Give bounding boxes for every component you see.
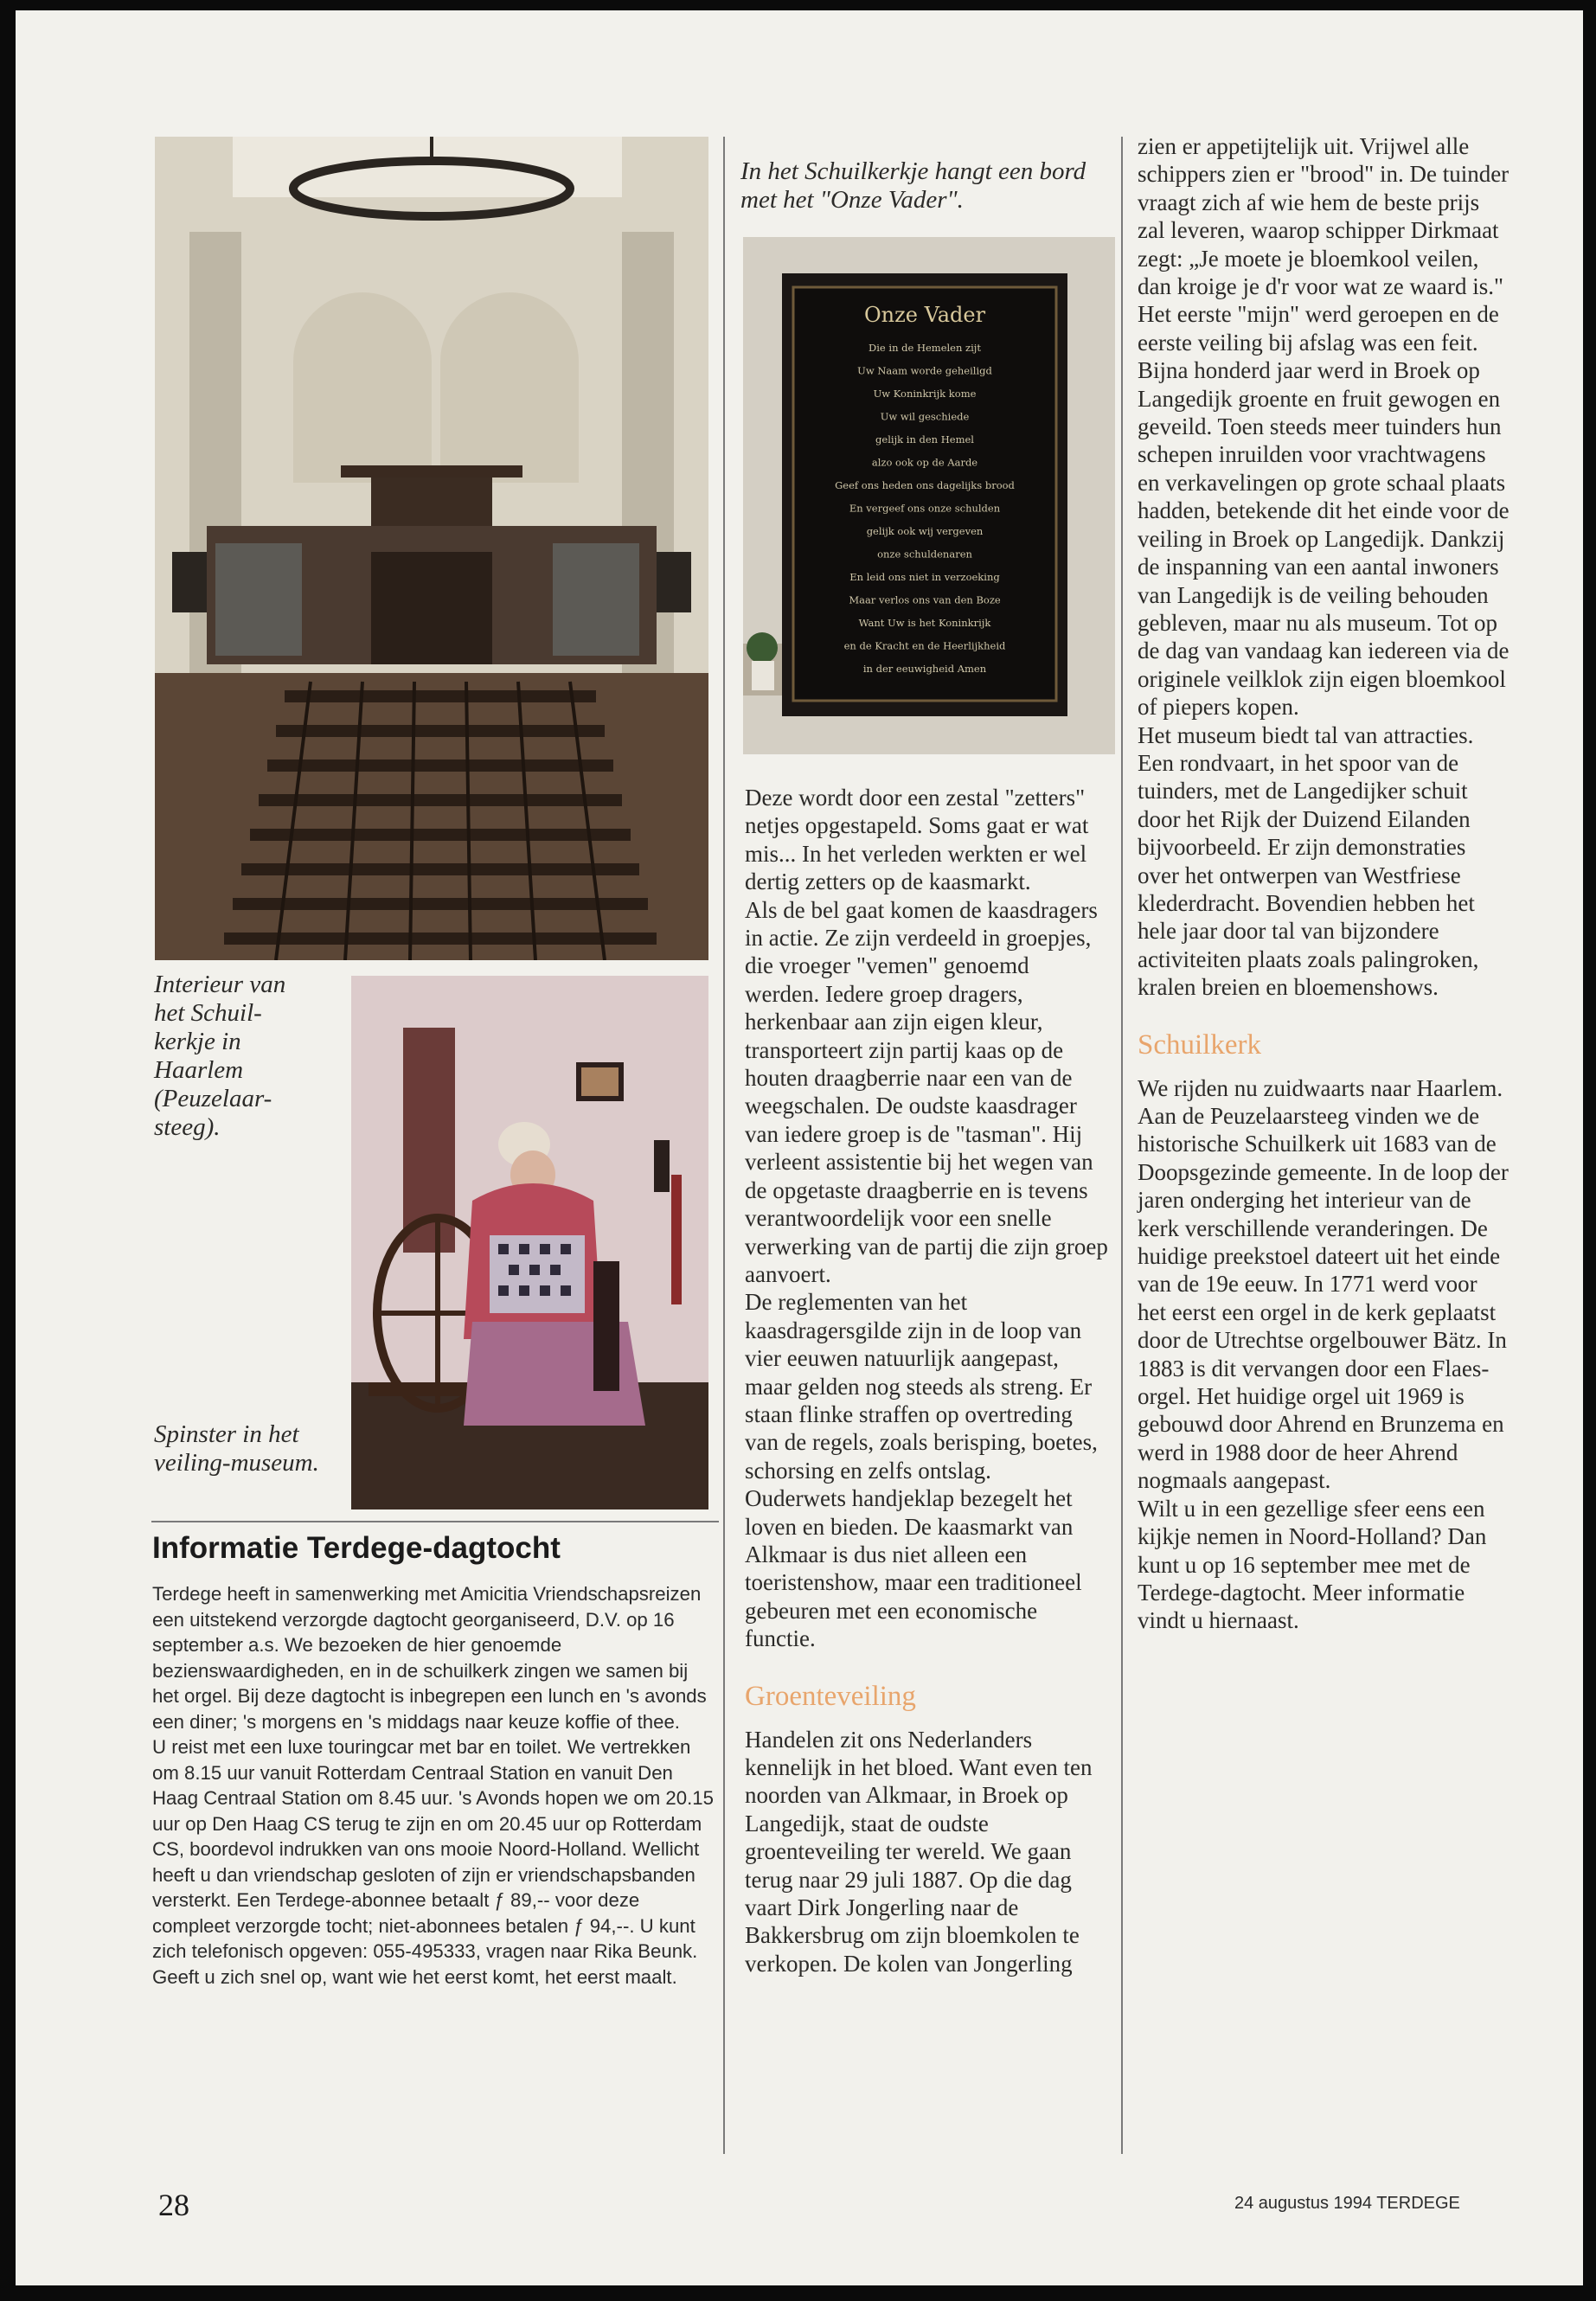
info-paragraph: U reist met een luxe touringcar met bar en toilet. We vertrekken om 8.15 uur vanuit Rotterdam Centraal Station en vanuit Den Haag Centraal Station om 8.45 uur. 's Avonds hopen we om 20.15 uur op Den Haag CS terug te zijn en om 20.45 uur op Rotterdam CS, boordevol indrukken van ons mooie Noord-Holland. Wellicht heeft u dan vriendschap gesloten of zijn er vriendschapsbanden versterkt. Een Terdege-abonnee betaalt ƒ 89,-- voor deze compleet verzorgde tocht; niet-abonnees betalen ƒ 94,--. U kunt zich telefonisch opgeven: 055-495333, vragen naar Rika Beunk. [152, 1736, 714, 1962]
col3-paragraph: Bijna honderd jaar werd in Broek op Langedijk groente en fruit gewogen en geveild. Toen steeds meer tuinders hun schepen inruilden voor vrachtwagens en verkavelingen op grote schaal plaats hadden, betekende dit het einde voor de veiling in Broek op Langedijk. Dankzij de inspanning van een aantal inwoners van Langedijk is de veiling behouden gebleven, maar nu als museum. Tot op de dag van vandaag kan iedereen via de originele veilklok zijn eigen bloemkool of piepers kopen. [1138, 357, 1509, 721]
plaque-line: Die in de Hemelen zijt [869, 342, 981, 354]
col2-paragraph: Handelen zit ons Nederlanders kennelijk in het bloed. Want even ten noorden van Alkmaar, in Broek op Langedijk, staat de oudste groenteveiling ter wereld. We gaan terug naar 29 juli 1887. Op die dag vaart Dirk Jongerling naar de Bakkersbrug om zijn bloemkolen te verkopen. De kolen van Jongerling [745, 1726, 1093, 1977]
caption-interior: Interieur van het Schuil-kerkje in Haarlem (Peuzelaar-steeg). [154, 971, 286, 1141]
plaque-line: En leid ons niet in verzoeking [849, 571, 1000, 583]
col2-paragraph: Als de bel gaat komen de kaasdragers in actie. Ze zijn verdeeld in groepjes, die vroeger "vemen" genoemd werden. Iedere groep dragers, herkenbaar aan zijn eigen kleur, transporteert zijn partij kaas op de houten draagberrie naar een van de weegschalen. De oudste kaasdrager van iedere groep is de "tasman". Hij verleent assistentie bij het wegen van de opgetaste draagberrie en is tevens verantwoordelijk voor een snelle verwerking van de partij die zijn groep aanvoert. [745, 896, 1108, 1287]
plaque-photo [743, 237, 1115, 754]
plaque-line: Maar verlos ons van den Boze [849, 593, 1001, 606]
plaque-line: Uw Koninkrijk kome [873, 388, 977, 400]
info-paragraph: Geeft u zich snel op, want wie het eerst komt, het eerst maalt. [152, 1965, 677, 1988]
heading-groenteveiling: Groenteveiling [745, 1680, 916, 1712]
col2-paragraph: Deze wordt door een zestal "zetters" netjes opgestapeld. Soms gaat er wat mis... In het verleden werkten er wel dertig zetters op de kaasmarkt. [745, 785, 1089, 895]
info-body [152, 1581, 718, 1990]
column-rule-2 [1121, 137, 1123, 2154]
col3-paragraph: zien er appetijtelijk uit. Vrijwel alle schippers zien er "brood" in. De tuinder vraagt zich af wie hem de beste prijs zal leveren, waarop schipper Dirkmaat zegt: „Je moete je bloemkool veilen, dan kroige je d'r voor wat ze waard is." Het eerste "mijn" werd geroepen en de eerste veiling bij afslag was een feit. [1138, 133, 1509, 356]
col3-paragraph: We rijden nu zuidwaarts naar Haarlem. Aan de Peuzelaarsteeg vinden we de historische Schuilkerk uit 1683 van de Doopsgezinde gemeente. In de loop der jaren onderging het interieur van de kerk verschillende veranderingen. De huidige preekstoel dateert uit het einde van de 19e eeuw. In 1771 werd voor het eerst een orgel in de kerk geplaatst door de Utrechtse orgelbouwer Bätz. In 1883 is dit vervangen door een Flaes-orgel. Het huidige orgel uit 1969 is gebouwd door Ahrend en Brunzema en werd in 1988 door de heer Ahrend nogmaals aangepast. [1138, 1074, 1509, 1494]
plaque-line: Geef ons heden ons dagelijks brood [835, 479, 1015, 491]
plaque-line: onze schuldenaren [877, 548, 972, 561]
caption-spinner: Spinster in het veiling-museum. [154, 1420, 319, 1477]
spinner-photo [351, 976, 708, 1509]
plaque-line: Uw Naam worde geheiligd [857, 364, 992, 377]
church-interior-photo [155, 137, 708, 960]
column-rule-1 [723, 137, 725, 2154]
plaque-line: in der eeuwigheid Amen [862, 663, 987, 675]
plaque-line: En vergeef ons onze schulden [849, 502, 1001, 515]
info-paragraph: Terdege heeft in samenwerking met Amicitia Vriendschapsreizen een uitstekend verzorgde dagtocht georganiseerd, D.V. op 16 september a.s. We bezoeken de hier genoemde bezienswaardigheden, en in de schuilkerk zingen we samen bij het orgel. Bij deze dagtocht is inbegrepen een lunch en 's avonds een diner; 's morgens en 's middags naar keuze koffie of thee. [152, 1583, 707, 1733]
caption-plaque: In het Schuilkerkje hangt een bord met het "Onze Vader". [740, 157, 1086, 214]
plaque-line: Uw wil geschiede [880, 410, 970, 423]
column-2-text [745, 784, 1108, 1977]
col2-paragraph: De reglementen van het kaasdragersgilde zijn in de loop van vier eeuwen natuurlijk aangepast, maar gelden nog steeds als streng. Er staan flinke straffen op overtreding van de regels, zoals berisping, boetes, schorsing en zelfs ontslag. [745, 1289, 1098, 1484]
plaque-line: alzo ook op de Aarde [871, 456, 978, 469]
heading-schuilkerk: Schuilkerk [1138, 1029, 1261, 1061]
plaque-line: gelijk ook wij vergeven [866, 525, 984, 537]
footer-issue: 24 augustus 1994 TERDEGE [1234, 2194, 1460, 2213]
plaque-line: en de Kracht en de Heerlijkheid [843, 639, 1006, 652]
plaque-title: Onze Vader [863, 303, 986, 327]
col3-paragraph: Het museum biedt tal van attracties. Een rondvaart, in het spoor van de tuinders, met de Langedijker schuit door het Rijk der Duizend Eilanden bijvoorbeeld. Er zijn demonstraties over het ontwerpen van Westfriese klederdracht. Bovendien hebben het hele jaar door tal van bijzondere activiteiten plaats zoals palingroken, kralen breien en bloemenshows. [1138, 721, 1479, 1001]
page-number: 28 [158, 2188, 189, 2222]
column-3-text [1138, 132, 1511, 1635]
info-title: Informatie Terdege-dagtocht [152, 1531, 561, 1565]
col3-paragraph: Wilt u in een gezellige sfeer eens een kijkje nemen in Noord-Holland? Dan kunt u op 16 september mee met de Terdege-dagtocht. Meer informatie vindt u hiernaast. [1138, 1495, 1487, 1634]
plaque-line: gelijk in den Hemel [875, 433, 974, 445]
info-divider [151, 1521, 719, 1522]
col2-paragraph: Ouderwets handjeklap bezegelt het loven en bieden. De kaasmarkt van Alkmaar is dus niet alleen een toeristenshow, maar een traditioneel gebeuren met een economische functie. [745, 1485, 1082, 1652]
magazine-page [16, 10, 1583, 2285]
plaque-line: Want Uw is het Koninkrijk [858, 617, 991, 629]
